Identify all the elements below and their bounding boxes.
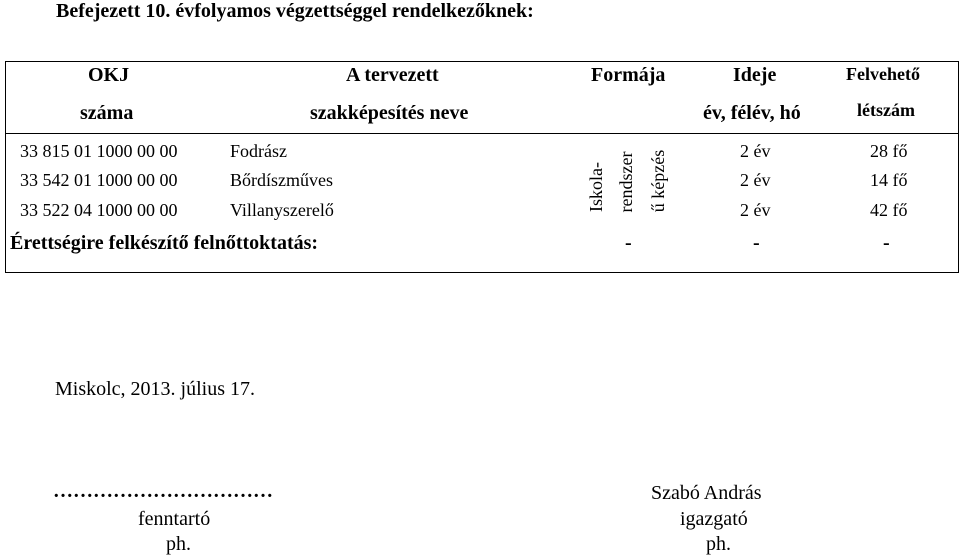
erettsegi-letszam: - bbox=[883, 232, 890, 254]
okj-code: 33 815 01 1000 00 00 bbox=[20, 141, 178, 161]
erettsegi-ideje: - bbox=[753, 232, 760, 254]
duration: 2 év bbox=[740, 170, 771, 190]
header-felveheto: Felvehető bbox=[846, 64, 920, 84]
headcount: 14 fő bbox=[870, 170, 908, 190]
signature-role-left: fenntartó bbox=[138, 508, 211, 530]
header-okj: OKJ bbox=[88, 64, 130, 86]
qualification-name: Fodrász bbox=[230, 141, 287, 161]
qualification-name: Villanyszerelő bbox=[230, 200, 334, 220]
place-date: Miskolc, 2013. július 17. bbox=[55, 378, 256, 400]
header-letszam: létszám bbox=[857, 100, 915, 120]
header-name-2: szakképesítés neve bbox=[310, 102, 469, 124]
header-forma: Formája bbox=[591, 64, 666, 86]
header-okj-2: száma bbox=[80, 102, 134, 124]
header-ideje-2: év, félév, hó bbox=[703, 102, 801, 124]
header-name: A tervezett bbox=[346, 64, 439, 86]
okj-code: 33 522 04 1000 00 00 bbox=[20, 200, 178, 220]
forma-vertical-2: rendszer bbox=[616, 151, 636, 213]
signer-name: Szabó András bbox=[651, 482, 762, 504]
qualification-name: Bőrdíszműves bbox=[230, 170, 333, 190]
headcount: 42 fő bbox=[870, 200, 908, 220]
signature-line: …………………………… bbox=[53, 480, 273, 502]
erettsegi-forma: - bbox=[625, 232, 632, 254]
signature-role-right: igazgató bbox=[680, 508, 748, 530]
okj-code: 33 542 01 1000 00 00 bbox=[20, 170, 178, 190]
erettsegi-label: Érettségire felkészítő felnőttoktatás: bbox=[10, 232, 319, 254]
forma-vertical-3: ű képzés bbox=[648, 149, 668, 213]
duration: 2 év bbox=[740, 200, 771, 220]
header-ideje: Ideje bbox=[733, 64, 777, 86]
stamp-left: ph. bbox=[166, 533, 191, 555]
duration: 2 év bbox=[740, 141, 771, 161]
stamp-right: ph. bbox=[706, 533, 731, 555]
headcount: 28 fő bbox=[870, 141, 908, 161]
forma-vertical-1: Iskola- bbox=[586, 162, 606, 212]
page-title: Befejezett 10. évfolyamos végzettséggel rendelkezőknek: bbox=[56, 0, 534, 22]
